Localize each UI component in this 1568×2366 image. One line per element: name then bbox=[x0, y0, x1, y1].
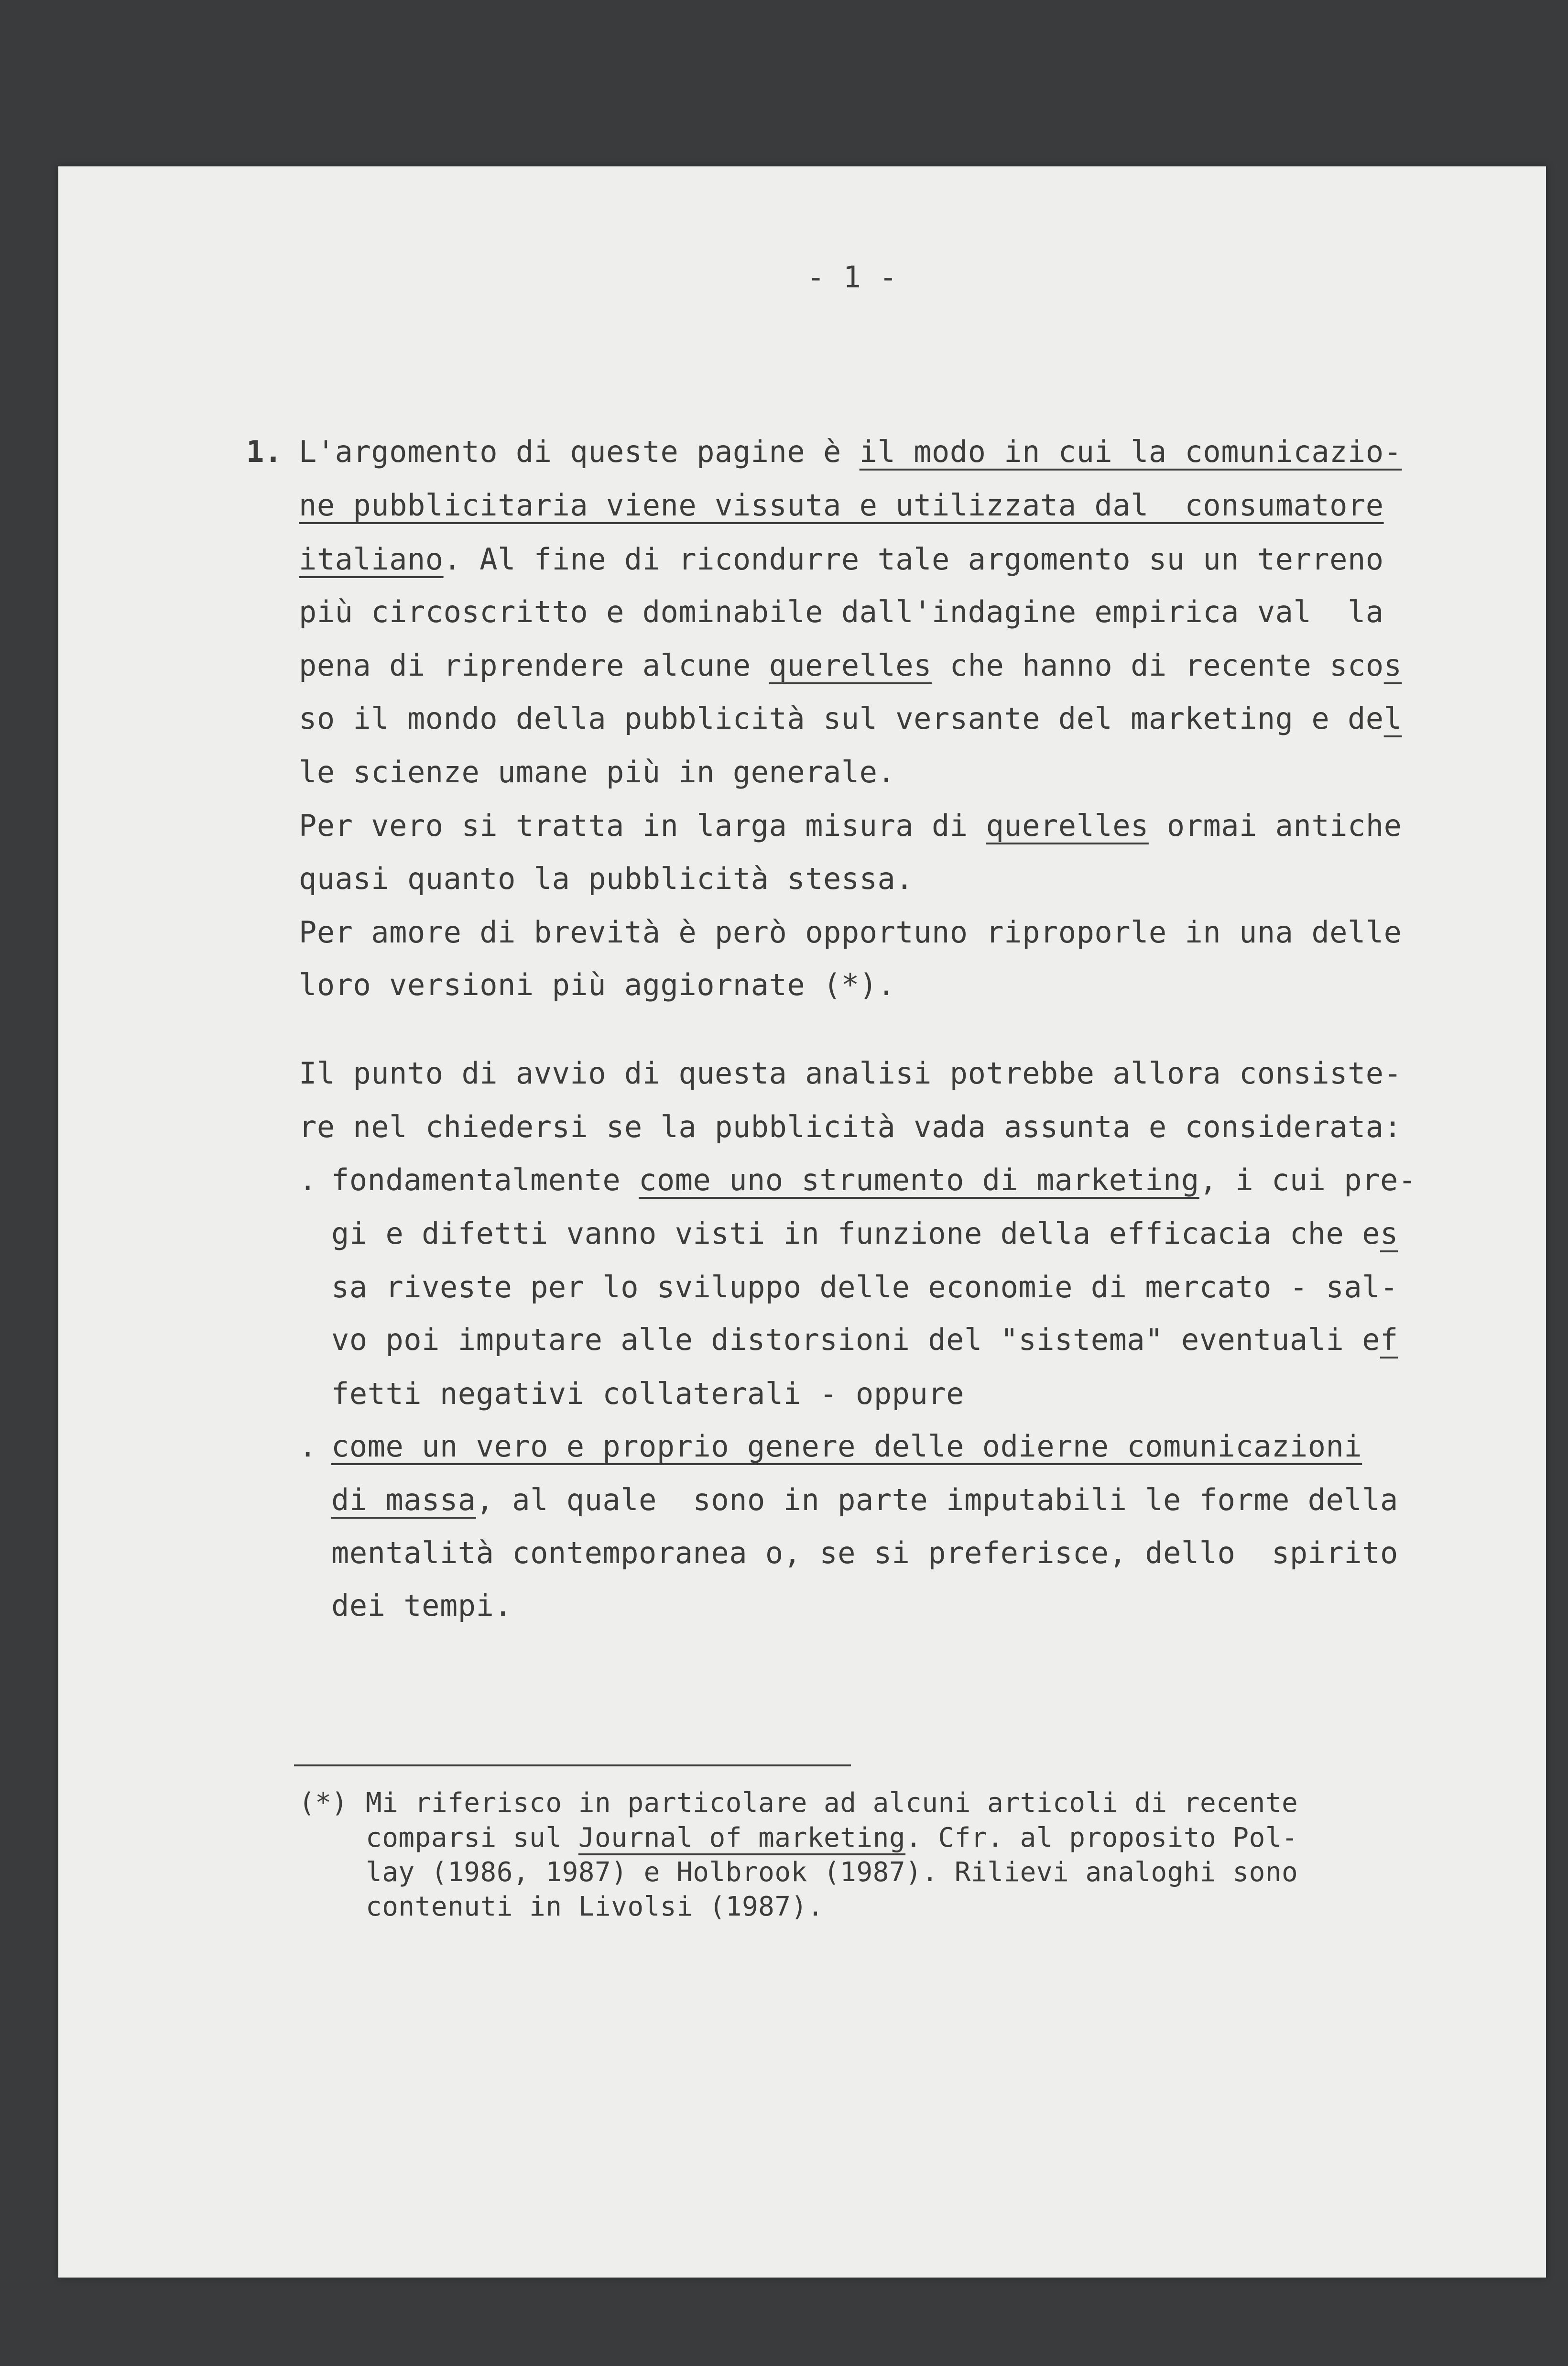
text-run: gi e difetti vanno visti in funzione della efficacia che e bbox=[331, 1216, 1380, 1251]
bullet1-line-2 bbox=[331, 1215, 1398, 1253]
footnote-line-1: Mi riferisco in particolare ad alcuni articoli di recente bbox=[366, 1787, 1298, 1818]
text-run: pena di riprendere alcune bbox=[299, 648, 769, 683]
section-number: 1. bbox=[246, 434, 283, 469]
text-run: vo poi imputare alle distorsioni del "sistema" eventuali e bbox=[331, 1322, 1380, 1357]
underlined-text: querelles bbox=[986, 808, 1149, 843]
text-run: che hanno di recente sco bbox=[931, 648, 1384, 683]
para2-line-1: Il punto di avvio di questa analisi potrebbe allora consiste- bbox=[299, 1056, 1402, 1091]
underlined-text: s bbox=[1380, 1216, 1398, 1251]
para1-line-7: le scienze umane più in generale. bbox=[299, 755, 896, 789]
bullet2-line-4: dei tempi. bbox=[331, 1588, 512, 1623]
text-run: so il mondo della pubblicità sul versante del marketing e de bbox=[299, 701, 1384, 736]
underlined-text: come uno strumento di marketing bbox=[639, 1162, 1199, 1197]
underlined-text: di massa bbox=[331, 1482, 476, 1517]
para1-line-4: più circoscritto e dominabile dall'indagine empirica val la bbox=[299, 594, 1384, 629]
text-run: ormai antiche bbox=[1148, 808, 1402, 843]
text-run: fondamentalmente bbox=[331, 1162, 639, 1197]
bullet1-line-5: fetti negativi collaterali - oppure bbox=[331, 1376, 964, 1411]
bullet-marker: . bbox=[299, 1162, 317, 1197]
footnote-separator bbox=[294, 1764, 851, 1766]
para1-line-8 bbox=[299, 807, 1402, 845]
page-number: - 1 - bbox=[807, 260, 898, 295]
para1-line-6 bbox=[299, 700, 1402, 738]
text-run: . Cfr. al proposito Pol- bbox=[905, 1822, 1298, 1853]
bullet1-line-4 bbox=[331, 1321, 1398, 1359]
underlined-text: querelles bbox=[769, 648, 932, 683]
footnote-line-4: contenuti in Livolsi (1987). bbox=[366, 1891, 824, 1922]
text-run: Per vero si tratta in larga misura di bbox=[299, 808, 986, 843]
footnote-line-2 bbox=[366, 1821, 1298, 1855]
para1-line-1 bbox=[299, 433, 1402, 471]
underlined-text: Journal of marketing bbox=[578, 1822, 906, 1853]
para2-line-2: re nel chiedersi se la pubblicità vada assunta e considerata: bbox=[299, 1109, 1402, 1144]
para1-line-3 bbox=[299, 540, 1384, 579]
para1-line-9: quasi quanto la pubblicità stessa. bbox=[299, 861, 914, 896]
text-run: . Al fine di ricondurre tale argomento su un terreno bbox=[443, 542, 1384, 577]
bullet2-line-3: mentalità contemporanea o, se si preferisce, dello spirito bbox=[331, 1535, 1398, 1570]
underlined-text: come un vero e proprio genere delle odierne comunicazioni bbox=[331, 1429, 1362, 1464]
text-run: L'argomento di queste pagine è bbox=[299, 434, 860, 469]
text-run: , i cui pre- bbox=[1199, 1162, 1416, 1197]
underlined-text: il modo in cui la comunicazio- bbox=[859, 434, 1402, 469]
bullet-marker: . bbox=[299, 1429, 317, 1464]
bullet1-line-1 bbox=[331, 1161, 1416, 1199]
footnote-line-3: lay (1986, 1987) e Holbrook (1987). Rilievi analoghi sono bbox=[366, 1857, 1298, 1888]
underlined-text: l bbox=[1383, 701, 1402, 736]
text-run: , al quale sono in parte imputabili le forme della bbox=[476, 1482, 1398, 1517]
underlined-text: f bbox=[1380, 1322, 1398, 1357]
text-run: comparsi sul bbox=[366, 1822, 578, 1853]
bullet2-line-1 bbox=[331, 1427, 1362, 1466]
para1-line-5 bbox=[299, 646, 1402, 685]
footnote-marker: (*) bbox=[299, 1787, 348, 1818]
underlined-text: ne pubblicitaria viene vissuta e utilizzata dal consumatore bbox=[299, 488, 1384, 523]
underlined-text: italiano bbox=[299, 542, 444, 577]
bullet2-line-2 bbox=[331, 1481, 1398, 1519]
para1-line-2 bbox=[299, 486, 1384, 525]
para1-line-11: loro versioni più aggiornate (*). bbox=[299, 967, 896, 1002]
para1-line-10: Per amore di brevità è però opportuno riproporle in una delle bbox=[299, 915, 1402, 950]
bullet1-line-3: sa riveste per lo sviluppo delle economie di mercato - sal- bbox=[331, 1270, 1398, 1304]
underlined-text: s bbox=[1383, 648, 1402, 683]
